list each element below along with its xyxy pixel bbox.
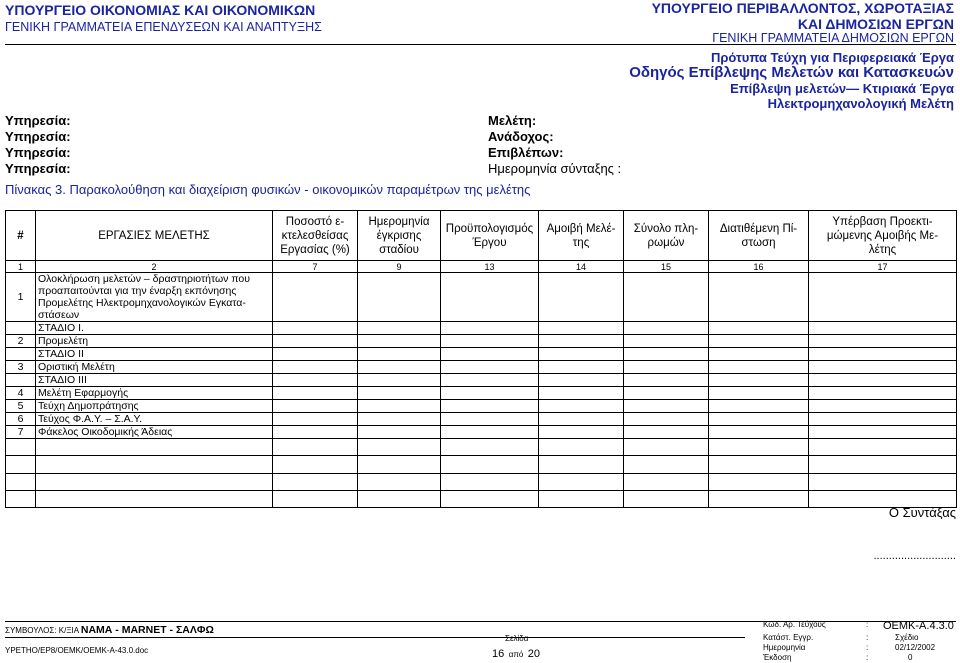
row-index: 3 (6, 361, 36, 374)
row-cell (273, 426, 358, 439)
composer-label: Ο Συντάξας (888, 505, 956, 520)
row-cell (36, 456, 273, 474)
row-cell (36, 474, 273, 491)
row-cell (441, 400, 539, 413)
row-cell (6, 474, 36, 491)
row-cell (539, 322, 624, 335)
row-index (6, 322, 36, 335)
row-index: 6 (6, 413, 36, 426)
guide-title: Οδηγός Επίβλεψης Μελετών και Κατασκευών (629, 64, 954, 81)
service-label-2: Υπηρεσία: (5, 129, 71, 144)
table-row (6, 348, 957, 361)
col-header-budget: Προϋπολογισμός Έργου (441, 211, 539, 261)
row-cell (539, 374, 624, 387)
row-cell (709, 348, 809, 361)
row-index: 7 (6, 426, 36, 439)
col-number: 1 (6, 261, 36, 273)
row-cell (273, 474, 358, 491)
left-ministry: ΥΠΟΥΡΓΕΙΟ ΟΙΚΟΝΟΜΙΑΣ ΚΑΙ ΟΙΚΟΝΟΜΙΚΩΝ (5, 2, 316, 18)
signature-dots: ........................... (873, 550, 956, 562)
table-row (6, 413, 957, 426)
study-label: Μελέτη: (488, 113, 537, 128)
row-cell (441, 474, 539, 491)
meta-label-code: Κωδ. Αρ. Τεύχους (763, 620, 826, 629)
row-cell (273, 348, 358, 361)
row-cell (358, 413, 441, 426)
row-cell (539, 273, 624, 322)
row-cell (709, 335, 809, 348)
row-cell (809, 439, 957, 456)
row-cell (441, 387, 539, 400)
column-number-row (6, 261, 957, 273)
row-cell (358, 474, 441, 491)
advisor-prefix: ΣΥΜΒΟΥΛΟΣ: Κ/ΞΙΑ (5, 626, 79, 635)
table-row (6, 400, 957, 413)
col-number: 17 (809, 261, 957, 273)
row-cell (441, 439, 539, 456)
date-label: Ημερομηνία σύνταξης : (488, 161, 622, 176)
row-cell (539, 413, 624, 426)
row-cell (6, 456, 36, 474)
col-header-overrun: Υπέρβαση Προεκτι- μώμενης Αμοιβής Με- λέτης (809, 211, 957, 261)
table-row (6, 426, 957, 439)
table-row-empty (6, 456, 957, 474)
table-header-row (6, 211, 957, 261)
col-number: 9 (358, 261, 441, 273)
right-ministry-line1: ΥΠΟΥΡΓΕΙΟ ΠΕΡΙΒΑΛΛΟΝΤΟΣ, ΧΩΡΟΤΑΞΙΑΣ (651, 0, 954, 16)
row-cell (273, 322, 358, 335)
meta-colon: : (866, 620, 869, 629)
meta-label-edition: Έκδοση (763, 653, 792, 662)
row-cell (358, 273, 441, 322)
col-header-credit: Διατιθέμενη Πί- στωση (709, 211, 809, 261)
row-cell (709, 474, 809, 491)
row-cell (809, 426, 957, 439)
row-cell (624, 439, 709, 456)
col-header-progress: Ποσοστό ε- κτελεσθείσας Εργασίας (%) (273, 211, 358, 261)
row-task-name: Προμελέτη (36, 335, 273, 348)
row-cell (273, 400, 358, 413)
row-cell (358, 439, 441, 456)
row-cell (358, 348, 441, 361)
row-cell (6, 491, 36, 508)
contractor-label: Ανάδοχος: (488, 129, 554, 144)
row-cell (809, 361, 957, 374)
row-cell (809, 413, 957, 426)
row-cell (709, 439, 809, 456)
col-number: 14 (539, 261, 624, 273)
row-cell (441, 348, 539, 361)
row-cell (709, 361, 809, 374)
file-path: ΥΡΕΤΗΟ/ΕΡ8/ΟΕΜΚ/ΟΕΜΚ-Α-43.0.doc (5, 646, 149, 655)
page-number: 16 (492, 648, 505, 660)
row-cell (624, 273, 709, 322)
row-task-name: Τεύχος Φ.Α.Υ. – Σ.Α.Υ. (36, 413, 273, 426)
meta-label-status: Κατάστ. Εγγρ. (763, 633, 814, 642)
right-ministry-line2: ΚΑΙ ΔΗΜΟΣΙΩΝ ΕΡΓΩΝ (797, 16, 954, 32)
row-cell (539, 335, 624, 348)
meta-label-date: Ημερομηνία (763, 643, 806, 652)
row-cell (624, 491, 709, 508)
guide-line3: Επίβλεψη μελετών— Κτιριακά Έργα (730, 81, 954, 96)
table-row-empty (6, 474, 957, 491)
table-row (6, 361, 957, 374)
table-title: Πίνακας 3. Παρακολούθηση και διαχείριση φυσικών - οικονομικών παραμέτρων της μελέτης (5, 182, 531, 197)
row-cell (624, 387, 709, 400)
row-cell (358, 387, 441, 400)
row-cell (358, 322, 441, 335)
row-cell (709, 491, 809, 508)
row-cell (358, 361, 441, 374)
row-task-name: Φάκελος Οικοδομικής Άδειας (36, 426, 273, 439)
row-cell (624, 413, 709, 426)
row-cell (539, 439, 624, 456)
guide-line1: Πρότυπα Τεύχη για Περιφερειακά Έργα (710, 50, 954, 65)
meta-colon: : (866, 633, 869, 642)
page-total: 20 (527, 648, 540, 660)
row-cell (441, 413, 539, 426)
row-cell (273, 491, 358, 508)
row-cell (709, 374, 809, 387)
row-cell (358, 456, 441, 474)
row-cell (539, 426, 624, 439)
row-cell (624, 361, 709, 374)
footer-divider-mid (5, 637, 745, 638)
row-index: 4 (6, 387, 36, 400)
row-cell (358, 374, 441, 387)
row-cell (36, 439, 273, 456)
row-cell (358, 335, 441, 348)
row-cell (273, 413, 358, 426)
row-cell (624, 322, 709, 335)
row-cell (358, 400, 441, 413)
row-cell (709, 400, 809, 413)
service-label-1: Υπηρεσία: (5, 113, 71, 128)
advisor-line (5, 624, 214, 636)
row-index: 5 (6, 400, 36, 413)
col-header-payments: Σύνολο πλη- ρωμών (624, 211, 709, 261)
table-row-empty (6, 439, 957, 456)
table-row (6, 273, 957, 322)
row-cell (539, 400, 624, 413)
col-header-index: # (6, 211, 36, 261)
row-task-name: ΣΤΑΔΙΟ Ι. (36, 322, 273, 335)
row-cell (539, 491, 624, 508)
meta-colon: : (866, 653, 869, 662)
row-cell (809, 387, 957, 400)
meta-value-date: 02/12/2002 (895, 643, 936, 652)
meta-value-code: ΟΕΜΚ-Α.4.3.0 (883, 620, 954, 632)
row-cell (709, 322, 809, 335)
row-cell (809, 474, 957, 491)
supervisor-label: Επιβλέπων: (488, 145, 564, 160)
service-label-4: Υπηρεσία: (5, 161, 71, 176)
row-cell (624, 348, 709, 361)
row-cell (273, 439, 358, 456)
col-number: 15 (624, 261, 709, 273)
row-cell (441, 361, 539, 374)
row-task-name: Ολοκλήρωση μελετών – δραστηριοτήτων που προαπαιτούνται για την έναρξη εκπόνησης Προμελέτης Ηλεκτρομηχανολογικών Εγκατα- στάσεων (36, 273, 273, 322)
col-number: 7 (273, 261, 358, 273)
row-index: 2 (6, 335, 36, 348)
row-task-name: ΣΤΑΔΙΟ ΙΙ (36, 348, 273, 361)
row-index (6, 348, 36, 361)
row-task-name: Οριστική Μελέτη (36, 361, 273, 374)
row-cell (809, 456, 957, 474)
row-cell (709, 273, 809, 322)
row-cell (358, 491, 441, 508)
row-cell (539, 361, 624, 374)
row-cell (6, 439, 36, 456)
row-cell (709, 456, 809, 474)
meta-colon: : (866, 643, 869, 652)
table-row (6, 335, 957, 348)
row-task-name: Τεύχη Δημοπράτησης (36, 400, 273, 413)
guide-line4: Ηλεκτρομηχανολογική Μελέτη (767, 96, 954, 111)
col-header-tasks: ΕΡΓΑΣΙΕΣ ΜΕΛΕΤΗΣ (36, 211, 273, 261)
row-cell (809, 335, 957, 348)
row-cell (624, 374, 709, 387)
row-cell (441, 273, 539, 322)
row-cell (539, 387, 624, 400)
row-cell (624, 426, 709, 439)
monitoring-table (5, 210, 957, 508)
row-cell (709, 387, 809, 400)
row-cell (273, 387, 358, 400)
row-cell (624, 335, 709, 348)
header-divider (5, 44, 956, 45)
row-task-name: ΣΤΑΔΙΟ ΙΙΙ (36, 374, 273, 387)
right-secretariat: ΓΕΝΙΚΗ ΓΡΑΜΜΑΤΕΙΑ ΔΗΜΟΣΙΩΝ ΕΡΓΩΝ (712, 31, 954, 45)
service-label-3: Υπηρεσία: (5, 145, 71, 160)
row-index (6, 374, 36, 387)
page-label: Σελίδα (505, 634, 529, 643)
row-cell (441, 374, 539, 387)
table-row (6, 387, 957, 400)
col-header-fee: Αμοιβή Μελέ- της (539, 211, 624, 261)
row-index: 1 (6, 273, 36, 322)
col-number: 13 (441, 261, 539, 273)
col-number: 16 (709, 261, 809, 273)
row-cell (441, 491, 539, 508)
row-cell (273, 456, 358, 474)
left-secretariat: ΓΕΝΙΚΗ ΓΡΑΜΜΑΤΕΙΑ ΕΠΕΝΔΥΣΕΩΝ ΚΑΙ ΑΝΑΠΤΥΞΗΣ (5, 20, 322, 34)
table-row (6, 374, 957, 387)
meta-value-edition: 0 (908, 653, 913, 662)
col-number: 2 (36, 261, 273, 273)
row-cell (273, 335, 358, 348)
row-cell (273, 374, 358, 387)
meta-value-status: Σχέδιο (895, 633, 919, 642)
row-cell (809, 348, 957, 361)
advisor-name: ΝΑΜΑ - ΜΑRΝΕΤ - ΣΑΛΦΩ (80, 624, 214, 636)
row-cell (441, 456, 539, 474)
row-cell (624, 400, 709, 413)
row-cell (273, 273, 358, 322)
table-row (6, 322, 957, 335)
table-row-empty (6, 491, 957, 508)
page-indicator (492, 644, 540, 662)
row-cell (273, 361, 358, 374)
row-cell (539, 456, 624, 474)
page-of: από (508, 650, 524, 659)
row-cell (809, 322, 957, 335)
row-cell (809, 400, 957, 413)
col-header-approval-date: Ημερομηνία έγκρισης σταδίου (358, 211, 441, 261)
row-cell (624, 456, 709, 474)
row-cell (624, 474, 709, 491)
row-cell (539, 348, 624, 361)
row-cell (809, 374, 957, 387)
row-cell (441, 322, 539, 335)
row-cell (539, 474, 624, 491)
row-cell (709, 426, 809, 439)
row-cell (709, 413, 809, 426)
row-cell (809, 273, 957, 322)
row-cell (358, 426, 441, 439)
row-cell (36, 491, 273, 508)
row-task-name: Μελέτη Εφαρμογής (36, 387, 273, 400)
row-cell (441, 335, 539, 348)
row-cell (441, 426, 539, 439)
